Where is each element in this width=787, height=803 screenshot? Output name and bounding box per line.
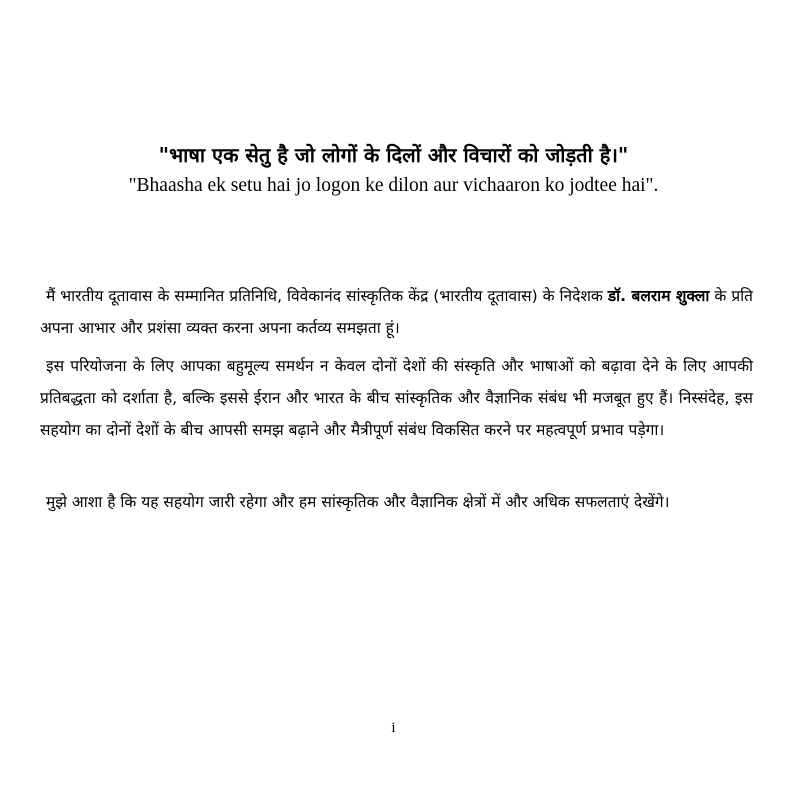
paragraph-gratitude (40, 280, 753, 344)
paragraph-support: इस परियोजना के लिए आपका बहुमूल्य समर्थन न केवल दोनों देशों की संस्कृति और भाषाओं को बढ़ावा देने के लिए आपकी प्रतिबद्धता को दर्शाता है, बल्कि इससे ईरान और भारत के बीच सांस्कृतिक और वैज्ञानिक संबंध भी मजबूत हुए हैं। निस्संदेह, इस सहयोग का दोनों देशों के बीच आपसी समझ बढ़ाने और मैत्रीपूर्ण संबंध विकसित करने पर महत्वपूर्ण प्रभाव पड़ेगा। (40, 357, 753, 439)
director-name: डॉ. बलराम शुक्ला (607, 287, 710, 305)
page-number: i (391, 720, 396, 736)
quote-hindi: "भाषा एक सेतु है जो लोगों के दिलों और विचारों को जोड़ती है।" (158, 143, 629, 167)
paragraph-gratitude-text-start: मैं भारतीय दूतावास के सम्मानित प्रतिनिधि, विवेकानंद सांस्कृतिक केंद्र (भारतीय दूतावास) के निदेशक (46, 287, 608, 305)
paragraph-hope: मुझे आशा है कि यह सहयोग जारी रहेगा और हम सांस्कृतिक और वैज्ञानिक क्षेत्रों में और अधिक सफलताएं देखेंगे। (46, 493, 670, 511)
quote-transliteration: "Bhaasha ek setu hai jo logon ke dilon aur vichaaron ko jodtee hai". (128, 175, 659, 196)
paragraph-gratitude-text-end: के प्रति अपना आभार और प्रशंसा व्यक्त करना अपना कर्तव्य समझता हूं। (40, 287, 753, 337)
